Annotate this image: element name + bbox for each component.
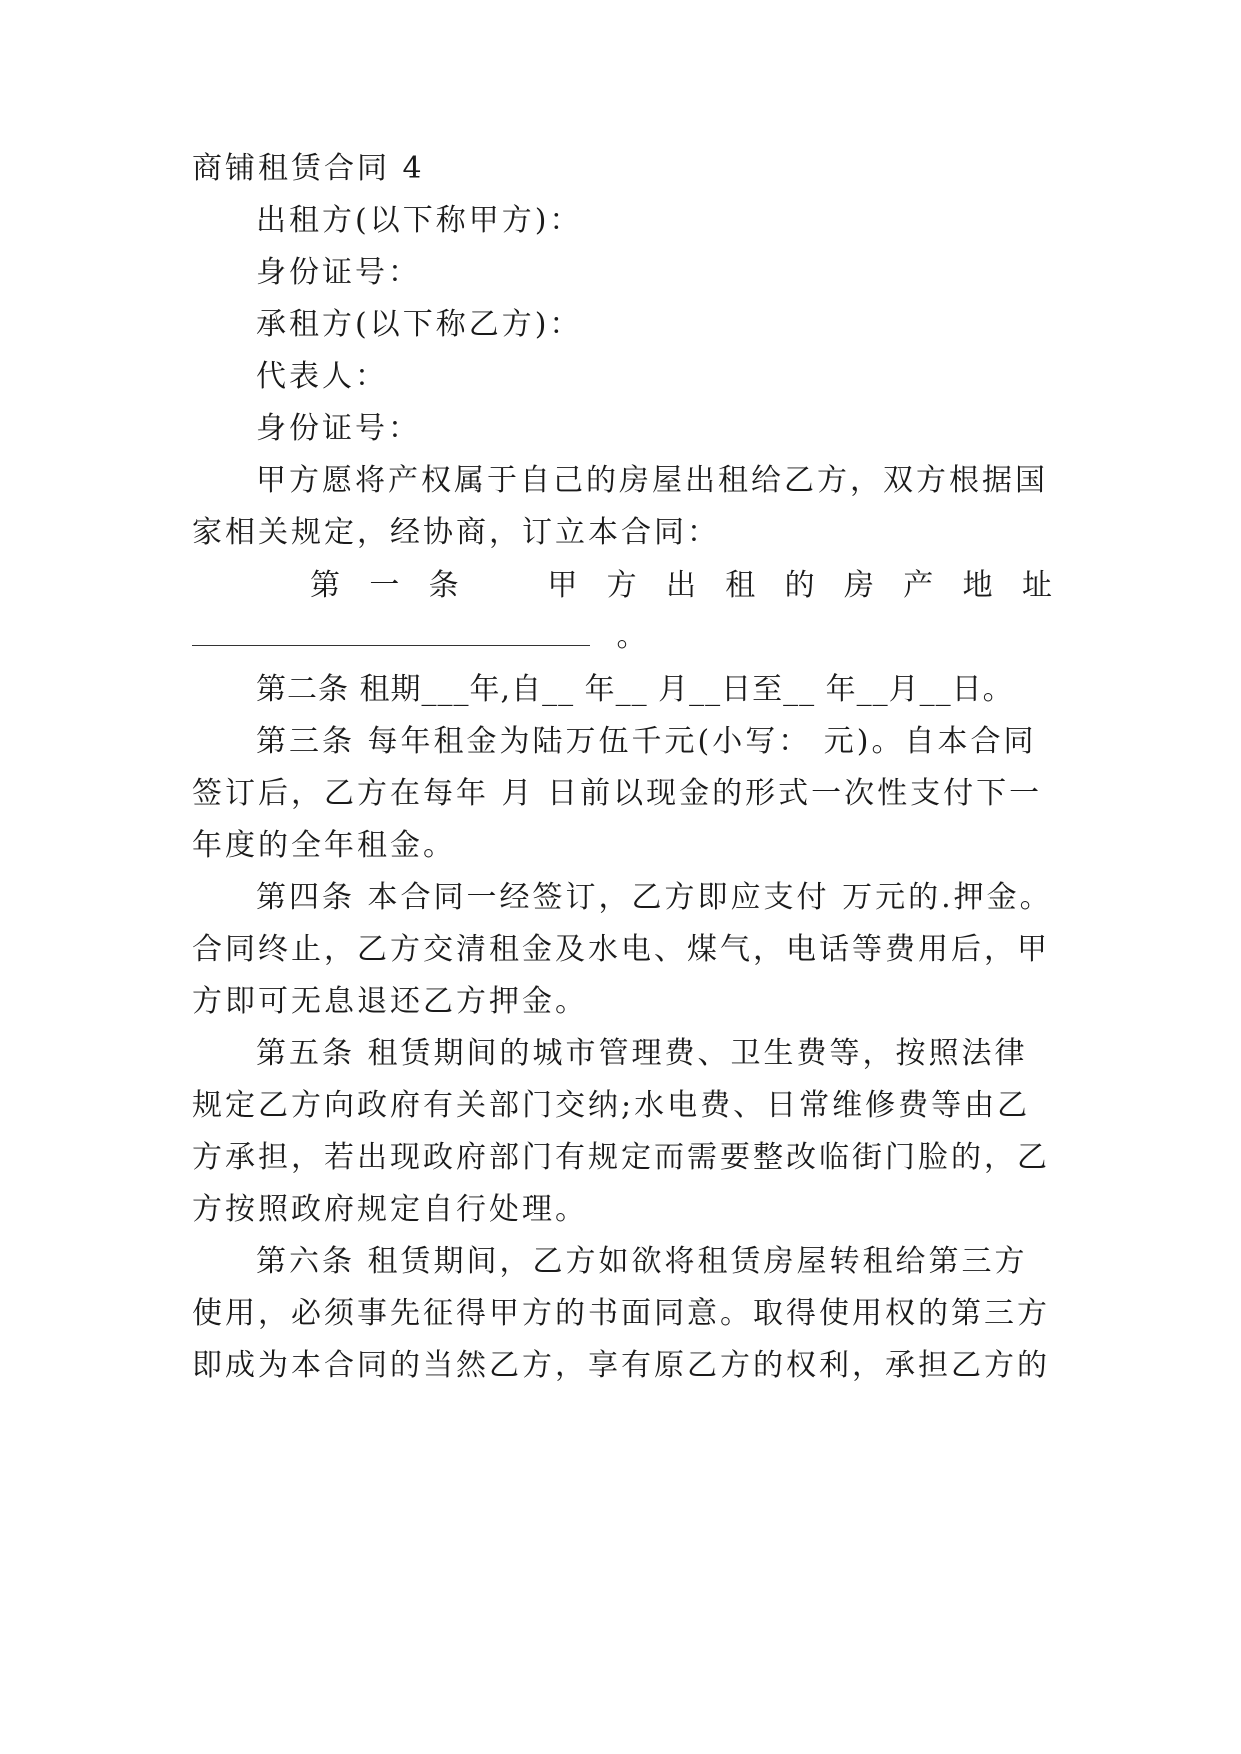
- article-1-char: 址: [1021, 568, 1052, 603]
- article-3-line: 第三条 每年租金为陆万伍千元(小写： 元)。自本合同: [256, 724, 1037, 759]
- article-1-char: 产: [903, 568, 934, 603]
- article-4-line: 第四条 本合同一经签订，乙方即应支付 万元的.押金。: [256, 880, 1053, 915]
- article-6-line: 即成为本合同的当然乙方，享有原乙方的权利，承担乙方的: [192, 1348, 1050, 1383]
- document-title: 商铺租赁合同 4: [192, 151, 425, 186]
- article-1-heading: [310, 566, 1052, 606]
- article-1-char: 租: [725, 568, 756, 603]
- article-1-end: 。: [616, 619, 650, 654]
- article-1-char: 方: [606, 568, 637, 603]
- article-1-address-line: [192, 617, 1057, 657]
- article-6-line: 使用，必须事先征得甲方的书面同意。取得使用权的第三方: [192, 1296, 1050, 1331]
- article-2: 第二条 租期___年,自__ 年__ 月__日至__ 年__月__日。: [256, 672, 1014, 707]
- lessee-label: 承租方(以下称乙方)：: [256, 307, 583, 342]
- article-1-char: 第: [310, 568, 340, 603]
- intro-paragraph-line: 家相关规定，经协商，订立本合同：: [192, 515, 720, 550]
- lessor-label: 出租方(以下称甲方)：: [256, 203, 583, 238]
- article-1-char: 一: [369, 568, 400, 603]
- article-5-line: 规定乙方向政府有关部门交纳;水电费、日常维修费等由乙: [192, 1088, 1031, 1123]
- article-3-line: 签订后，乙方在每年 月 日前以现金的形式一次性支付下一: [192, 776, 1043, 811]
- lessee-id-label: 身份证号：: [256, 411, 421, 446]
- lessor-id-label: 身份证号：: [256, 255, 421, 290]
- article-1-char: 出: [665, 568, 696, 603]
- article-1-char: 的: [784, 568, 815, 603]
- article-4-line: 方即可无息退还乙方押金。: [192, 984, 588, 1019]
- article-1-char: [488, 566, 518, 606]
- article-1-char: 房: [843, 568, 874, 603]
- article-5-line: 方承担，若出现政府部门有规定而需要整改临街门脸的，乙: [192, 1140, 1050, 1175]
- article-5-line: 方按照政府规定自行处理。: [192, 1192, 588, 1227]
- article-5-line: 第五条 租赁期间的城市管理费、卫生费等，按照法律: [256, 1036, 1028, 1071]
- article-1-char: 条: [428, 568, 459, 603]
- article-3-line: 年度的全年租金。: [192, 828, 456, 863]
- article-6-line: 第六条 租赁期间，乙方如欲将租赁房屋转租给第三方: [256, 1244, 1028, 1279]
- representative-label: 代表人：: [256, 359, 388, 394]
- article-1-char: 甲: [547, 568, 578, 603]
- article-4-line: 合同终止，乙方交清租金及水电、煤气，电话等费用后，甲: [192, 932, 1050, 967]
- address-blank: [192, 619, 590, 646]
- intro-paragraph-line: 甲方愿将产权属于自己的房屋出租给乙方，双方根据国: [256, 463, 1048, 498]
- article-1-char: 地: [962, 568, 993, 603]
